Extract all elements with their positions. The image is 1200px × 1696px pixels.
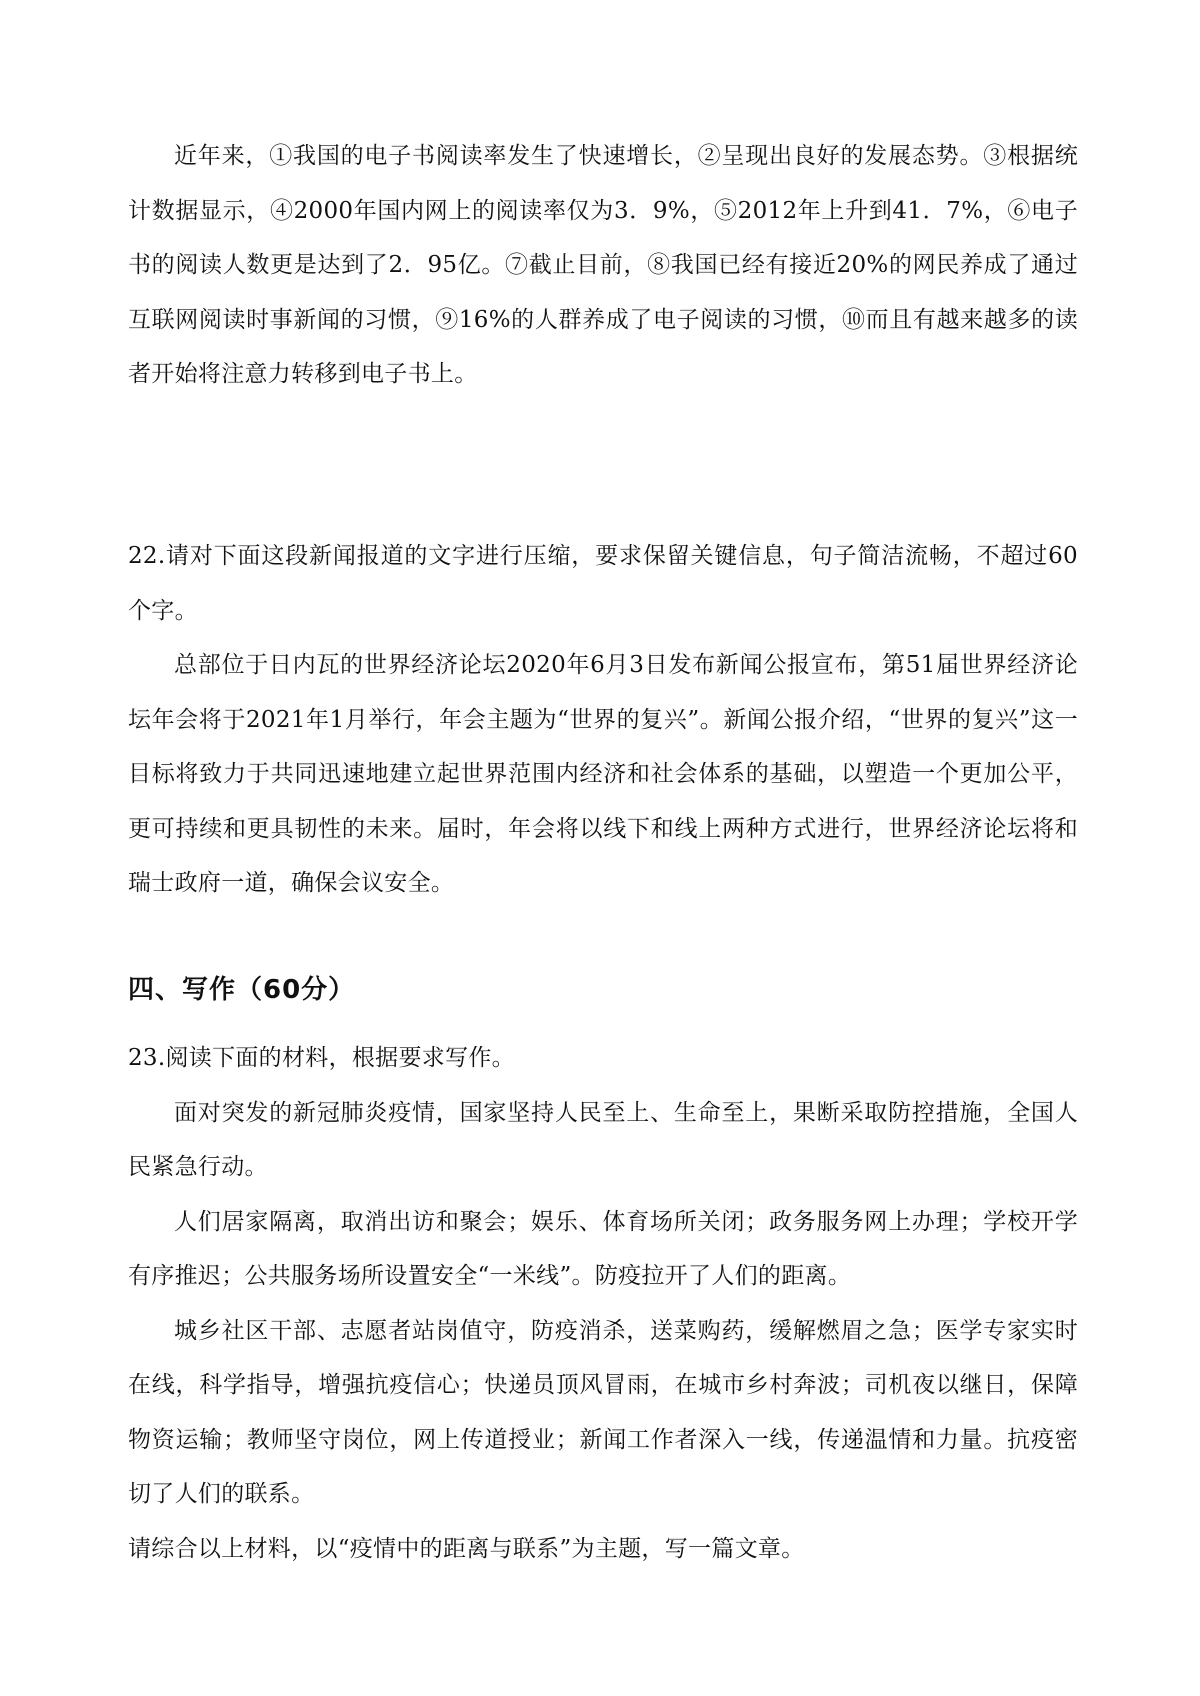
question-22-block (128, 529, 1078, 911)
material-paragraph: 人们居家隔离，取消出访和聚会；娱乐、体育场所关闭；政务服务网上办理；学校开学有序推迟；公共服务场所设置安全“一米线”。防疫拉开了人们的距离。 (128, 1208, 1078, 1289)
question-23-prompt: 23.阅读下面的材料，根据要求写作。 (128, 1045, 515, 1071)
ebook-passage-block (128, 129, 1078, 402)
question-23-block (128, 1031, 1078, 1576)
writing-task: 请综合以上材料，以“疫情中的距离与联系”为主题，写一篇文章。 (128, 1535, 805, 1562)
section-four-heading: 四、写作（60分） (128, 975, 356, 1005)
material-paragraph: 面对突发的新冠肺炎疫情，国家坚持人民至上、生命至上，果断采取防控措施，全国人民紧急行动。 (128, 1099, 1078, 1180)
material-paragraph: 城乡社区干部、志愿者站岗值守，防疫消杀，送菜购药，缓解燃眉之急；医学专家实时在线，科学指导，增强抗疫信心；快递员顶风冒雨，在城市乡村奔波；司机夜以继日，保障物资运输；教师坚守岗位，网上传道授业；新闻工作者深入一线，传递温情和力量。抗疫密切了人们的联系。 (128, 1317, 1078, 1507)
question-22-prompt: 22.请对下面这段新闻报道的文字进行压缩，要求保留关键信息，句子简洁流畅，不超过60个字。 (128, 543, 1078, 624)
question-22-passage: 总部位于日内瓦的世界经济论坛2020年6月3日发布新闻公报宣布，第51届世界经济论坛年会将于2021年1月举行，年会主题为“世界的复兴”。新闻公报介绍，“世界的复兴”这一目标将致力于共同迅速地建立起世界范围内经济和社会体系的基础，以塑造一个更加公平，更可持续和更具韧性的未来。届时，年会将以线下和线上两种方式进行，世界经济论坛将和瑞士政府一道，确保会议安全。 (128, 652, 1078, 896)
ebook-passage: 近年来，①我国的电子书阅读率发生了快速增长，②呈现出良好的发展态势。③根据统计数据显示，④2000年国内网上的阅读率仅为3．9%，⑤2012年上升到41．7%，⑥电子书的阅读人数更是达到了2．95亿。⑦截止目前，⑧我国已经有接近20%的网民养成了通过互联网阅读时事新闻的习惯，⑨16%的人群养成了电子阅读的习惯，⑩而且有越来越多的读者开始将注意力转移到电子书上。 (128, 143, 1078, 387)
